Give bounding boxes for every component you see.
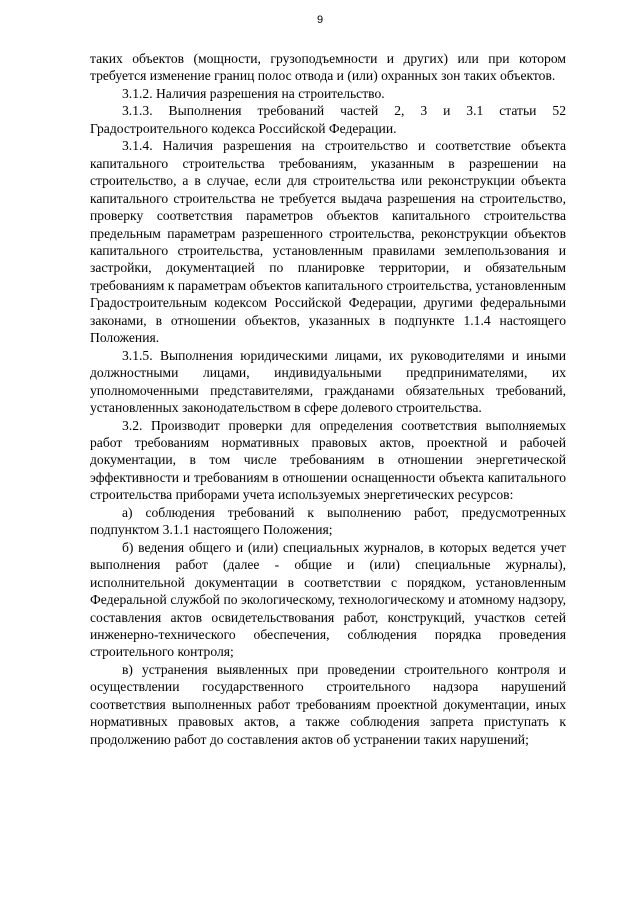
document-body <box>90 50 566 748</box>
paragraph-3-1-5: 3.1.5. Выполнения юридическими лицами, их руководителями и иными должностными лицами, индивидуальными предпринимателями, их уполномоченными представителями, гражданами обязательных требований, установленных законодательством в сфере долевого строительства. <box>90 347 566 416</box>
paragraph-item-v: в) устранения выявленных при проведении строительного контроля и осуществлении государственного строительного надзора нарушений соответствия выполненных работ требованиям проектной документации, иных нормативных правовых актов, а также соблюдения запрета приступать к продолжению работ до составления актов об устранении таких нарушений; <box>90 661 566 747</box>
paragraph-item-b: б) ведения общего и (или) специальных журналов, в которых ведется учет выполнения работ (далее - общие и (или) специальные журналы), исполнительной документации в соответствии с порядком, установленным Федеральной службой по экологическому, технологическому и атомному надзору, составления актов освидетельствования работ, конструкций, участков сетей инженерно-технического обеспечения, соблюдения порядка проведения строительного контроля; <box>90 539 566 660</box>
paragraph-3-1-4: 3.1.4. Наличия разрешения на строительство и соответствие объекта капитального строительства требованиям, указанным в разрешении на строительство, а в случае, если для строительства или реконструкции объекта капитального строительства не требуется выдача разрешения на строительство, проверку соответствия параметров объектов капитального строительства предельным параметрам разрешенного строительства, реконструкции объектов капитального строительства, установленным правилами землепользования и застройки, документацией по планировке территории, и обязательным требованиям к параметрам объектов капитального строительства, установленным Градостроительным кодексом Российской Федерации, другими федеральными законами, в отношении объектов, указанных в подпункте 1.1.4 настоящего Положения. <box>90 138 566 346</box>
paragraph-item-a: а) соблюдения требований к выполнению работ, предусмотренных подпунктом 3.1.1 настоящего Положения; <box>90 504 566 538</box>
paragraph-3-2: 3.2. Производит проверки для определения соответствия выполняемых работ требованиям нормативных правовых актов, проектной и рабочей документации, в том числе требованиям в отношении энергетической эффективности и требованиям в отношении оснащенности объекта капитального строительства приборами учета используемых энергетических ресурсов: <box>90 417 566 503</box>
paragraph-continuation: таких объектов (мощности, грузоподъемности и других) или при котором требуется изменение границ полос отвода и (или) охранных зон таких объектов. <box>90 51 566 84</box>
paragraph-3-1-3: 3.1.3. Выполнения требований частей 2, 3 и 3.1 статьи 52 Градостроительного кодекса Российской Федерации. <box>90 103 566 136</box>
page-number: 9 <box>316 14 324 26</box>
paragraph-3-1-2: 3.1.2. Наличия разрешения на строительство. <box>122 85 385 101</box>
